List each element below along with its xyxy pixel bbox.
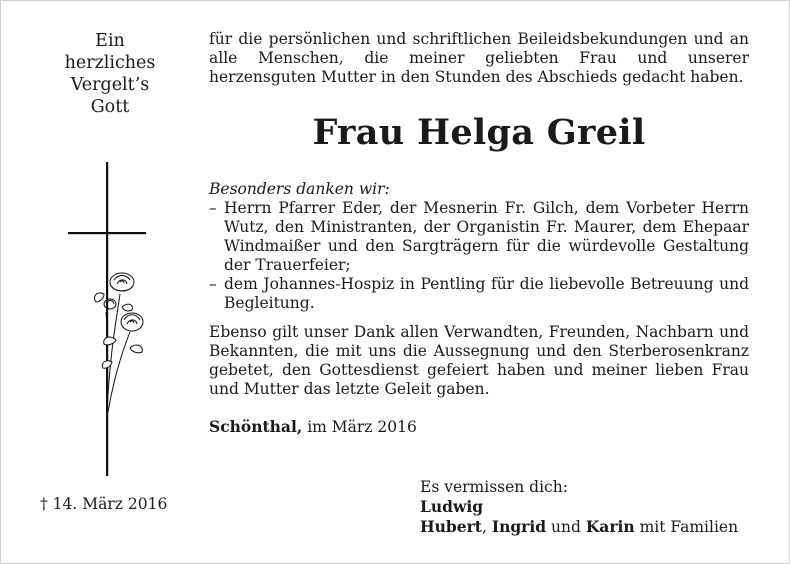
deceased-name: Frau Helga Greil <box>312 112 646 153</box>
signoff-name-hubert: Hubert <box>420 517 482 536</box>
dash-bullet: – <box>209 199 217 217</box>
signoff-comma: , <box>481 518 492 536</box>
gratitude-line-3: Vergelt’s <box>70 75 150 95</box>
cross-with-roses-icon <box>60 162 160 478</box>
thanks-heading: Besonders danken wir: <box>209 180 390 198</box>
thanks-paragraph: Ebenso gilt unser Dank allen Verwandten, Freunden, Nachbarn und Bekannten, die mit uns die Aussegnung und den Sterberosenkranz gebetet, den Gottesdienst gefeiert haben und meiner lieben Frau und Mutter das letzte Geleit gaben. <box>209 323 749 398</box>
thanks-section <box>209 180 749 437</box>
place-date-text: im März 2016 <box>302 418 417 436</box>
signoff-name-ingrid: Ingrid <box>491 517 547 536</box>
place-date <box>209 417 749 437</box>
thanks-item-text: Herrn Pfarrer Eder, der Mesnerin Fr. Gilch, dem Vorbeter Herrn Wutz, den Ministranten, der Organistin Fr. Maurer, dem Ehepaar Windmaißer und den Sargträgern für die würdevolle Gestaltung der Trauerfeier; <box>224 199 749 274</box>
thanks-item-text: dem Johannes-Hospiz in Pentling für die liebevolle Betreuung und Begleitung. <box>224 275 749 312</box>
signoff-name-ludwig: Ludwig <box>420 497 484 516</box>
signoff-name-karin: Karin <box>585 517 635 536</box>
intro-block <box>209 30 749 87</box>
place-town: Schönthal, <box>209 417 303 436</box>
thanks-list <box>209 199 749 313</box>
signoff-family-line <box>420 517 738 537</box>
gratitude-line-1: Ein <box>95 31 125 51</box>
thanks-item <box>209 275 749 313</box>
signoff-tail: mit Familien <box>634 518 739 536</box>
thanks-item <box>209 199 749 275</box>
gratitude-line-2: herzliches <box>64 53 156 73</box>
signoff-block <box>420 478 738 537</box>
gratitude-line-4: Gott <box>90 97 130 117</box>
signoff-und: und <box>546 518 586 536</box>
signoff-intro: Es vermissen dich: <box>420 478 568 496</box>
death-date: † 14. März 2016 <box>40 495 168 513</box>
gratitude-heading <box>30 30 190 118</box>
intro-text: für die persönlichen und schriftlichen Beileidsbekundungen und an alle Menschen, die meiner geliebten Frau und unserer herzensguten Mutter in den Stunden des Abschieds gedacht haben. <box>209 30 749 86</box>
dash-bullet: – <box>209 275 217 293</box>
